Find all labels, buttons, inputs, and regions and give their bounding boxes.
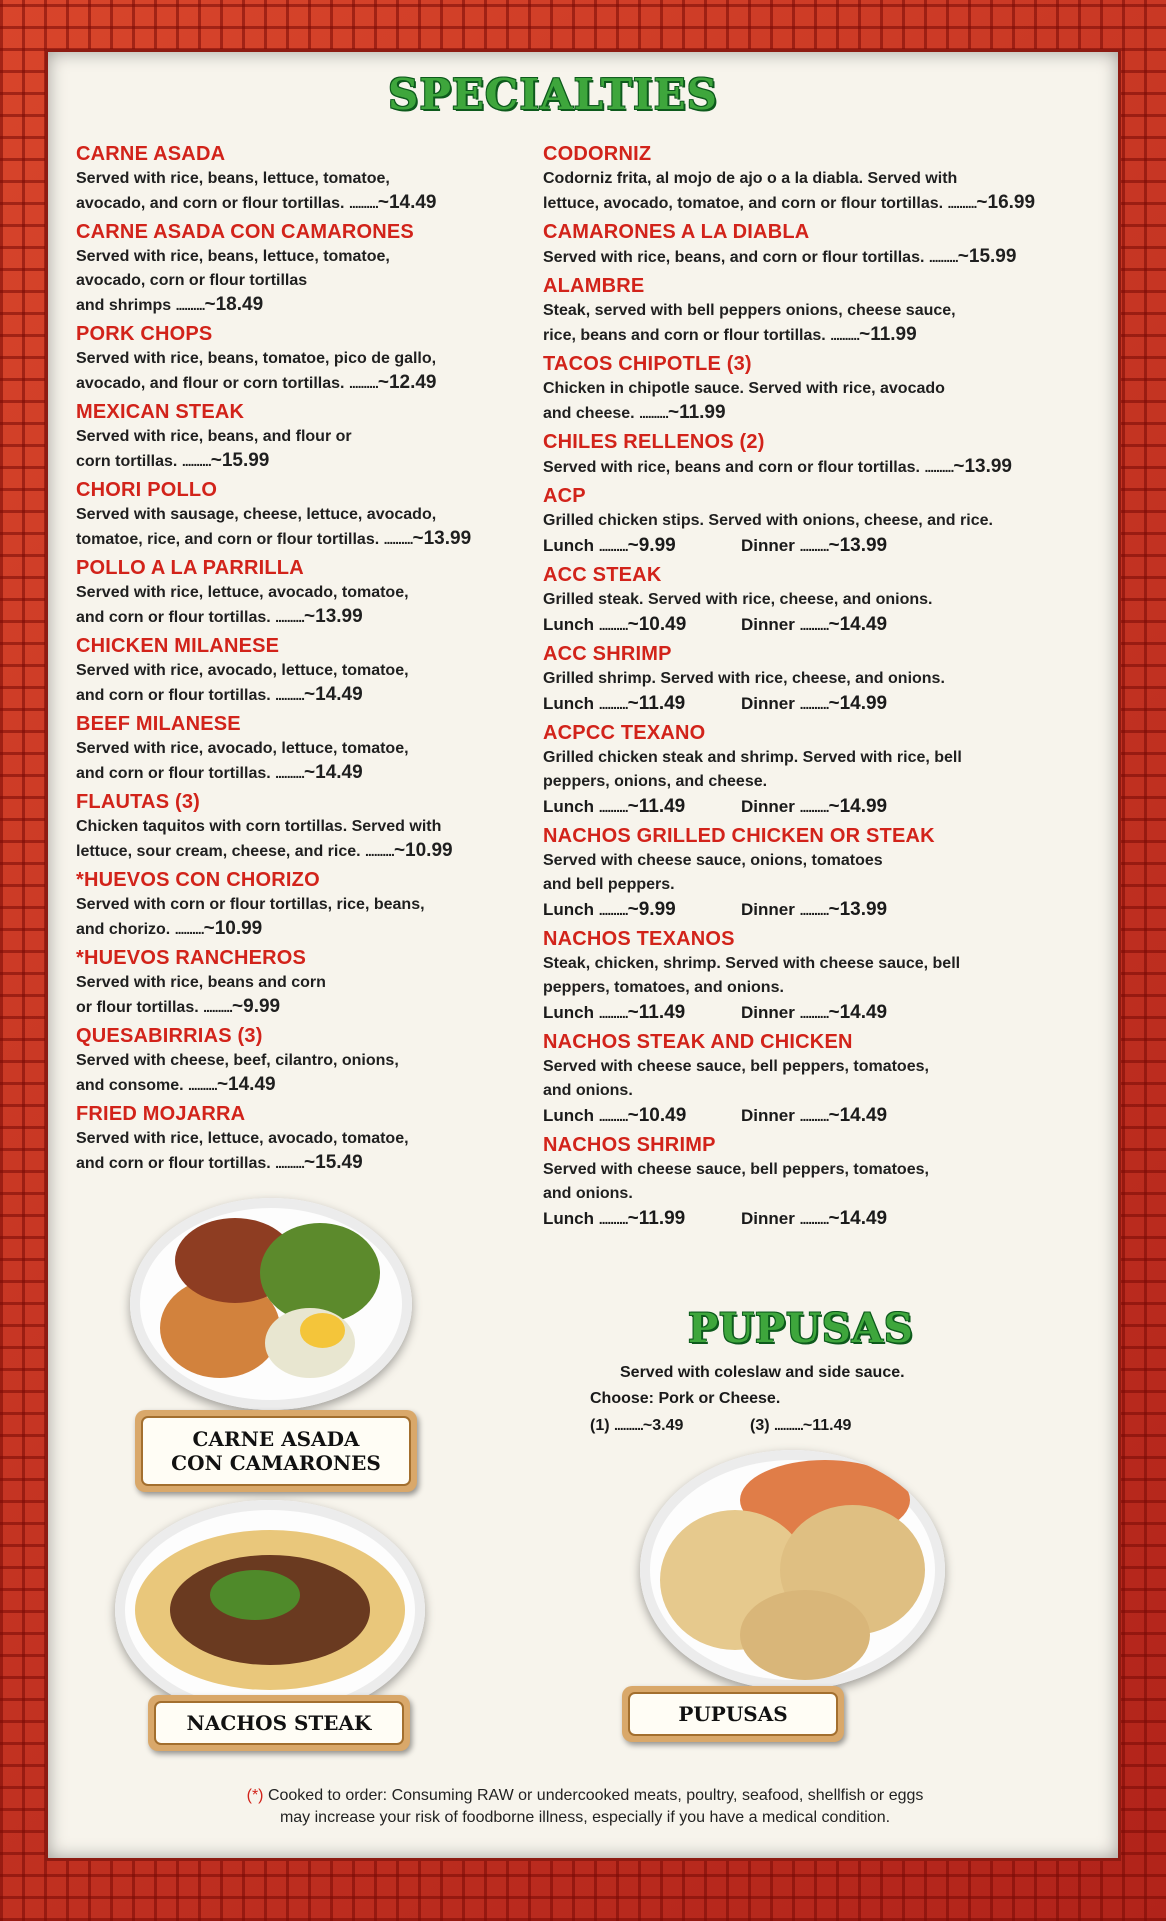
- menu-item: [76, 634, 506, 708]
- item-price-line: [76, 371, 506, 396]
- item-name: CODORNIZ: [543, 143, 652, 165]
- lunch-dinner-prices: [543, 612, 1073, 638]
- item-description: Grilled chicken steak and shrimp. Served with rice, bell: [543, 749, 962, 766]
- lunch-label: Lunch: [543, 1003, 594, 1022]
- item-description: Chicken in chipotle sauce. Served with rice, avocado: [543, 380, 945, 397]
- dinner-label: Dinner: [741, 797, 795, 816]
- item-description: Served with rice, lettuce, avocado, tomatoe,: [76, 584, 409, 601]
- dot-leader: ..........: [275, 609, 305, 625]
- dinner-price: ~14.99: [828, 796, 888, 817]
- dot-leader: ..........: [598, 902, 628, 918]
- item-price-line: [76, 917, 506, 942]
- dinner-label: Dinner: [741, 1106, 795, 1125]
- right-column: [543, 142, 1073, 1236]
- item-description: Served with rice, beans, and flour or: [76, 428, 352, 445]
- item-name: NACHOS TEXANOS: [543, 928, 735, 950]
- lunch-label: Lunch: [543, 1106, 594, 1125]
- item-name: NACHOS STEAK AND CHICKEN: [543, 1031, 853, 1053]
- dot-leader: ..........: [598, 538, 628, 554]
- dot-leader: ..........: [348, 195, 378, 211]
- item-description-end: and corn or flour tortillas.: [76, 1155, 271, 1172]
- dot-leader: ..........: [598, 617, 628, 633]
- dinner-price-group: [741, 1103, 887, 1129]
- item-name: POLLO A LA PARRILLA: [76, 557, 304, 579]
- item-price-line: [76, 1073, 506, 1098]
- item-price: ~15.99: [210, 450, 270, 471]
- dot-leader: ..........: [924, 459, 954, 475]
- item-name: ACP: [543, 485, 586, 507]
- dinner-price-group: [741, 897, 887, 923]
- dot-leader: ..........: [799, 696, 829, 712]
- pupusas-photo: [640, 1450, 945, 1690]
- item-description: peppers, onions, and cheese.: [543, 773, 768, 790]
- item-description: Served with rice, avocado, lettuce, tomatoe,: [76, 662, 409, 679]
- dot-leader: ..........: [947, 195, 977, 211]
- lunch-dinner-prices: [543, 897, 1073, 923]
- item-description-end: Served with rice, beans and corn or flour tortillas.: [543, 459, 920, 476]
- item-price: ~14.49: [304, 762, 363, 783]
- dot-leader: ..........: [348, 375, 378, 391]
- lunch-label: Lunch: [543, 694, 594, 713]
- left-column: [76, 142, 506, 1180]
- item-price-line: [543, 245, 1073, 270]
- menu-item: [543, 274, 1073, 348]
- menu-item-lunch-dinner: [543, 484, 1073, 559]
- dot-leader: ..........: [181, 453, 211, 469]
- item-name: CHICKEN MILANESE: [76, 635, 280, 657]
- lunch-label: Lunch: [543, 900, 594, 919]
- item-name: ACC STEAK: [543, 564, 662, 586]
- menu-item: [76, 946, 506, 1020]
- menu-item: [543, 430, 1073, 480]
- item-name: ALAMBRE: [543, 275, 645, 297]
- dot-leader: ..........: [799, 1005, 829, 1021]
- item-description-end: tomatoe, rice, and corn or flour tortillas.: [76, 531, 380, 548]
- item-name: ACPCC TEXANO: [543, 722, 706, 744]
- item-name: CHILES RELLENOS (2): [543, 431, 765, 453]
- dinner-label: Dinner: [741, 694, 795, 713]
- item-description: Chicken taquitos with corn tortillas. Served with: [76, 818, 442, 835]
- item-name: MEXICAN STEAK: [76, 401, 245, 423]
- menu-item-lunch-dinner: [543, 927, 1073, 1026]
- item-price-line: [76, 605, 506, 630]
- nachos-steak-photo: [115, 1500, 425, 1720]
- item-description-end: lettuce, avocado, tomatoe, and corn or flour tortillas.: [543, 195, 944, 212]
- item-price: ~10.99: [393, 840, 453, 861]
- item-price-line: [543, 401, 1073, 426]
- item-description-end: corn tortillas.: [76, 453, 178, 470]
- dinner-price: ~14.49: [828, 614, 888, 635]
- item-description-end: avocado, and corn or flour tortillas.: [76, 195, 345, 212]
- lunch-dinner-prices: [543, 1206, 1073, 1232]
- item-description: and onions.: [543, 1185, 633, 1202]
- dinner-price-group: [741, 691, 887, 717]
- item-name: NACHOS SHRIMP: [543, 1134, 716, 1156]
- lunch-dinner-prices: [543, 691, 1073, 717]
- item-description-end: lettuce, sour cream, cheese, and rice.: [76, 843, 361, 860]
- lunch-dinner-prices: [543, 1103, 1073, 1129]
- nachos-steak-label: NACHOS STEAK: [148, 1695, 410, 1751]
- lunch-price: ~10.49: [627, 1105, 687, 1126]
- item-description: Served with cheese, beef, cilantro, onions,: [76, 1052, 399, 1069]
- dot-leader: ..........: [175, 297, 205, 313]
- item-price: ~11.99: [667, 402, 726, 423]
- item-name: BEEF MILANESE: [76, 713, 241, 735]
- dot-leader: ..........: [275, 687, 305, 703]
- item-description: Steak, served with bell peppers onions, cheese sauce,: [543, 302, 956, 319]
- item-price: ~10.99: [203, 918, 263, 939]
- item-price: ~13.99: [953, 456, 1012, 477]
- item-description-end: avocado, and flour or corn tortillas.: [76, 375, 345, 392]
- dot-leader: ..........: [174, 921, 204, 937]
- menu-item-lunch-dinner: [543, 824, 1073, 923]
- item-description: Served with sausage, cheese, lettuce, avocado,: [76, 506, 437, 523]
- item-description: Grilled steak. Served with rice, cheese, and onions.: [543, 591, 933, 608]
- dot-leader: ..........: [598, 696, 628, 712]
- dot-leader: ..........: [188, 1077, 217, 1093]
- lunch-label: Lunch: [543, 615, 594, 634]
- item-description: Served with corn or flour tortillas, rice, beans,: [76, 896, 425, 913]
- item-price-line: [76, 293, 506, 318]
- menu-item: [76, 1024, 506, 1098]
- item-name: PORK CHOPS: [76, 323, 213, 345]
- item-description-end: and shrimps: [76, 297, 172, 314]
- lunch-label: Lunch: [543, 1209, 594, 1228]
- item-name: FRIED MOJARRA: [76, 1103, 246, 1125]
- menu-item: [76, 478, 506, 552]
- item-description-end: and consome.: [76, 1077, 184, 1094]
- lunch-price-group: [543, 794, 741, 820]
- dot-leader: ..........: [799, 538, 829, 554]
- dot-leader: ..........: [598, 1005, 628, 1021]
- item-description-end: and corn or flour tortillas.: [76, 609, 271, 626]
- item-description-end: or flour tortillas.: [76, 999, 199, 1016]
- item-description-end: and chorizo.: [76, 921, 171, 938]
- lunch-price: ~10.49: [627, 614, 687, 635]
- pupusas-info: Served with coleslaw and side sauce. Choose: Pork or Cheese. (1) ..........~3.49 (3) ..........~11.49: [590, 1364, 905, 1434]
- lunch-label: Lunch: [543, 536, 594, 555]
- lunch-price: ~11.99: [627, 1208, 686, 1229]
- item-description: peppers, tomatoes, and onions.: [543, 979, 784, 996]
- item-price: ~18.49: [204, 294, 264, 315]
- item-price-line: [543, 323, 1073, 348]
- item-name: TACOS CHIPOTLE (3): [543, 353, 752, 375]
- lunch-dinner-prices: [543, 794, 1073, 820]
- dinner-label: Dinner: [741, 615, 795, 634]
- dot-leader: ..........: [928, 249, 958, 265]
- item-description: and onions.: [543, 1082, 633, 1099]
- dot-leader: ..........: [799, 902, 829, 918]
- dot-leader: ..........: [830, 327, 860, 343]
- item-price-line: [543, 455, 1073, 480]
- menu-item: [543, 142, 1073, 216]
- item-name: ACC SHRIMP: [543, 643, 672, 665]
- dinner-price: ~13.99: [828, 535, 888, 556]
- item-description: Served with rice, beans, lettuce, tomatoe,: [76, 248, 390, 265]
- dinner-label: Dinner: [741, 900, 795, 919]
- item-price: ~16.99: [976, 192, 1036, 213]
- dot-leader: ..........: [799, 799, 829, 815]
- item-description: Served with rice, lettuce, avocado, tomatoe,: [76, 1130, 409, 1147]
- item-name: *HUEVOS CON CHORIZO: [76, 869, 320, 891]
- item-name: CARNE ASADA CON CAMARONES: [76, 221, 414, 243]
- menu-item: [76, 220, 506, 318]
- dot-leader: ..........: [383, 531, 413, 547]
- item-price: ~14.49: [304, 684, 363, 705]
- menu-item: [76, 556, 506, 630]
- menu-item-lunch-dinner: [543, 563, 1073, 638]
- dinner-price-group: [741, 533, 887, 559]
- item-description: Served with rice, beans, lettuce, tomatoe,: [76, 170, 390, 187]
- item-price: ~11.99: [859, 324, 917, 345]
- dot-leader: ..........: [799, 1211, 829, 1227]
- item-price: ~13.99: [412, 528, 472, 549]
- dinner-label: Dinner: [741, 536, 795, 555]
- menu-item: [76, 142, 506, 216]
- item-price-line: [76, 761, 506, 786]
- dinner-price: ~14.49: [828, 1105, 888, 1126]
- dot-leader: ..........: [598, 1211, 628, 1227]
- item-price: ~12.49: [377, 372, 437, 393]
- lunch-price-group: [543, 533, 741, 559]
- item-price: ~9.99: [232, 996, 281, 1017]
- item-name: CHORI POLLO: [76, 479, 218, 501]
- item-price: ~15.99: [957, 246, 1017, 267]
- lunch-price: ~11.49: [627, 796, 686, 817]
- item-description: Codorniz frita, al mojo de ajo o a la diabla. Served with: [543, 170, 958, 187]
- dot-leader: ..........: [639, 405, 668, 421]
- dot-leader: ..........: [598, 799, 628, 815]
- item-price-line: [76, 449, 506, 474]
- dot-leader: ..........: [598, 1108, 628, 1124]
- item-description-end: Served with rice, beans, and corn or flour tortillas.: [543, 249, 925, 266]
- dot-leader: ..........: [275, 1155, 305, 1171]
- dinner-price: ~14.49: [828, 1002, 888, 1023]
- carne-asada-label: CARNE ASADA CON CAMARONES: [135, 1410, 417, 1492]
- lunch-price-group: [543, 612, 741, 638]
- carne-asada-photo: [130, 1198, 412, 1410]
- item-description: Steak, chicken, shrimp. Served with cheese sauce, bell: [543, 955, 961, 972]
- item-description: Served with rice, beans, tomatoe, pico de gallo,: [76, 350, 437, 367]
- lunch-price: ~9.99: [627, 899, 676, 920]
- item-description: Served with cheese sauce, bell peppers, tomatoes,: [543, 1058, 929, 1075]
- item-description: Grilled chicken stips. Served with onions, cheese, and rice.: [543, 512, 993, 529]
- dinner-price: ~14.99: [828, 693, 888, 714]
- dot-leader: ..........: [365, 843, 394, 859]
- item-description: Grilled shrimp. Served with rice, cheese, and onions.: [543, 670, 945, 687]
- menu-item-lunch-dinner: [543, 721, 1073, 820]
- dinner-price: ~14.49: [828, 1208, 888, 1229]
- lunch-price-group: [543, 897, 741, 923]
- item-price-line: [543, 191, 1073, 216]
- item-description: Served with cheese sauce, onions, tomatoes: [543, 852, 883, 869]
- menu-item: [76, 400, 506, 474]
- menu-item: [76, 322, 506, 396]
- dinner-price-group: [741, 1000, 887, 1026]
- dot-leader: ..........: [799, 1108, 829, 1124]
- menu-item: [76, 712, 506, 786]
- item-description-end: and corn or flour tortillas.: [76, 765, 271, 782]
- dinner-price-group: [741, 612, 887, 638]
- menu-item: [76, 790, 506, 864]
- lunch-price-group: [543, 691, 741, 717]
- item-price-line: [76, 995, 506, 1020]
- menu-item: [76, 868, 506, 942]
- item-price-line: [76, 683, 506, 708]
- menu-item: [543, 220, 1073, 270]
- lunch-price-group: [543, 1000, 741, 1026]
- lunch-price: ~11.49: [627, 693, 686, 714]
- item-description: and bell peppers.: [543, 876, 675, 893]
- dinner-label: Dinner: [741, 1209, 795, 1228]
- lunch-price: ~9.99: [627, 535, 676, 556]
- lunch-dinner-prices: [543, 533, 1073, 559]
- item-price-line: [76, 191, 506, 216]
- item-description: Served with rice, beans and corn: [76, 974, 326, 991]
- item-price: ~15.49: [304, 1152, 363, 1173]
- item-description: Served with rice, avocado, lettuce, tomatoe,: [76, 740, 409, 757]
- dot-leader: ..........: [275, 765, 305, 781]
- item-description: Served with cheese sauce, bell peppers, tomatoes,: [543, 1161, 929, 1178]
- lunch-price-group: [543, 1103, 741, 1129]
- specialties-title: SPECIALTIES: [388, 70, 718, 119]
- item-description-end: rice, beans and corn or flour tortillas.: [543, 327, 826, 344]
- item-price: ~14.49: [216, 1074, 276, 1095]
- item-description: avocado, corn or flour tortillas: [76, 272, 308, 289]
- dot-leader: ..........: [203, 999, 233, 1015]
- dot-leader: ..........: [799, 617, 829, 633]
- item-name: CARNE ASADA: [76, 143, 226, 165]
- menu-item-lunch-dinner: [543, 1133, 1073, 1232]
- dinner-label: Dinner: [741, 1003, 795, 1022]
- item-description-end: and corn or flour tortillas.: [76, 687, 271, 704]
- menu-item: [76, 1102, 506, 1176]
- item-price: ~14.49: [377, 192, 437, 213]
- item-description-end: and cheese.: [543, 405, 635, 422]
- lunch-label: Lunch: [543, 797, 594, 816]
- lunch-price: ~11.49: [627, 1002, 686, 1023]
- food-safety-disclaimer: (*) Cooked to order: Consuming RAW or undercooked meats, poultry, seafood, shellfish or eggs may increase your risk of foodborne illness, especially if you have a medical condition.: [246, 1787, 924, 1826]
- item-name: CAMARONES A LA DIABLA: [543, 221, 810, 243]
- menu-item: [543, 352, 1073, 426]
- item-price-line: [76, 839, 506, 864]
- lunch-dinner-prices: [543, 1000, 1073, 1026]
- dinner-price-group: [741, 794, 887, 820]
- item-price-line: [76, 1151, 506, 1176]
- item-name: *HUEVOS RANCHEROS: [76, 947, 307, 969]
- pupusas-title: PUPUSAS: [688, 1305, 914, 1352]
- item-name: FLAUTAS (3): [76, 791, 201, 813]
- pupusas-label: PUPUSAS: [622, 1686, 844, 1742]
- dinner-price-group: [741, 1206, 887, 1232]
- item-name: QUESABIRRIAS (3): [76, 1025, 263, 1047]
- menu-item-lunch-dinner: [543, 642, 1073, 717]
- menu-item-lunch-dinner: [543, 1030, 1073, 1129]
- item-name: NACHOS GRILLED CHICKEN OR STEAK: [543, 825, 935, 847]
- item-price-line: [76, 527, 506, 552]
- item-price: ~13.99: [304, 606, 363, 627]
- dinner-price: ~13.99: [828, 899, 888, 920]
- lunch-price-group: [543, 1206, 741, 1232]
